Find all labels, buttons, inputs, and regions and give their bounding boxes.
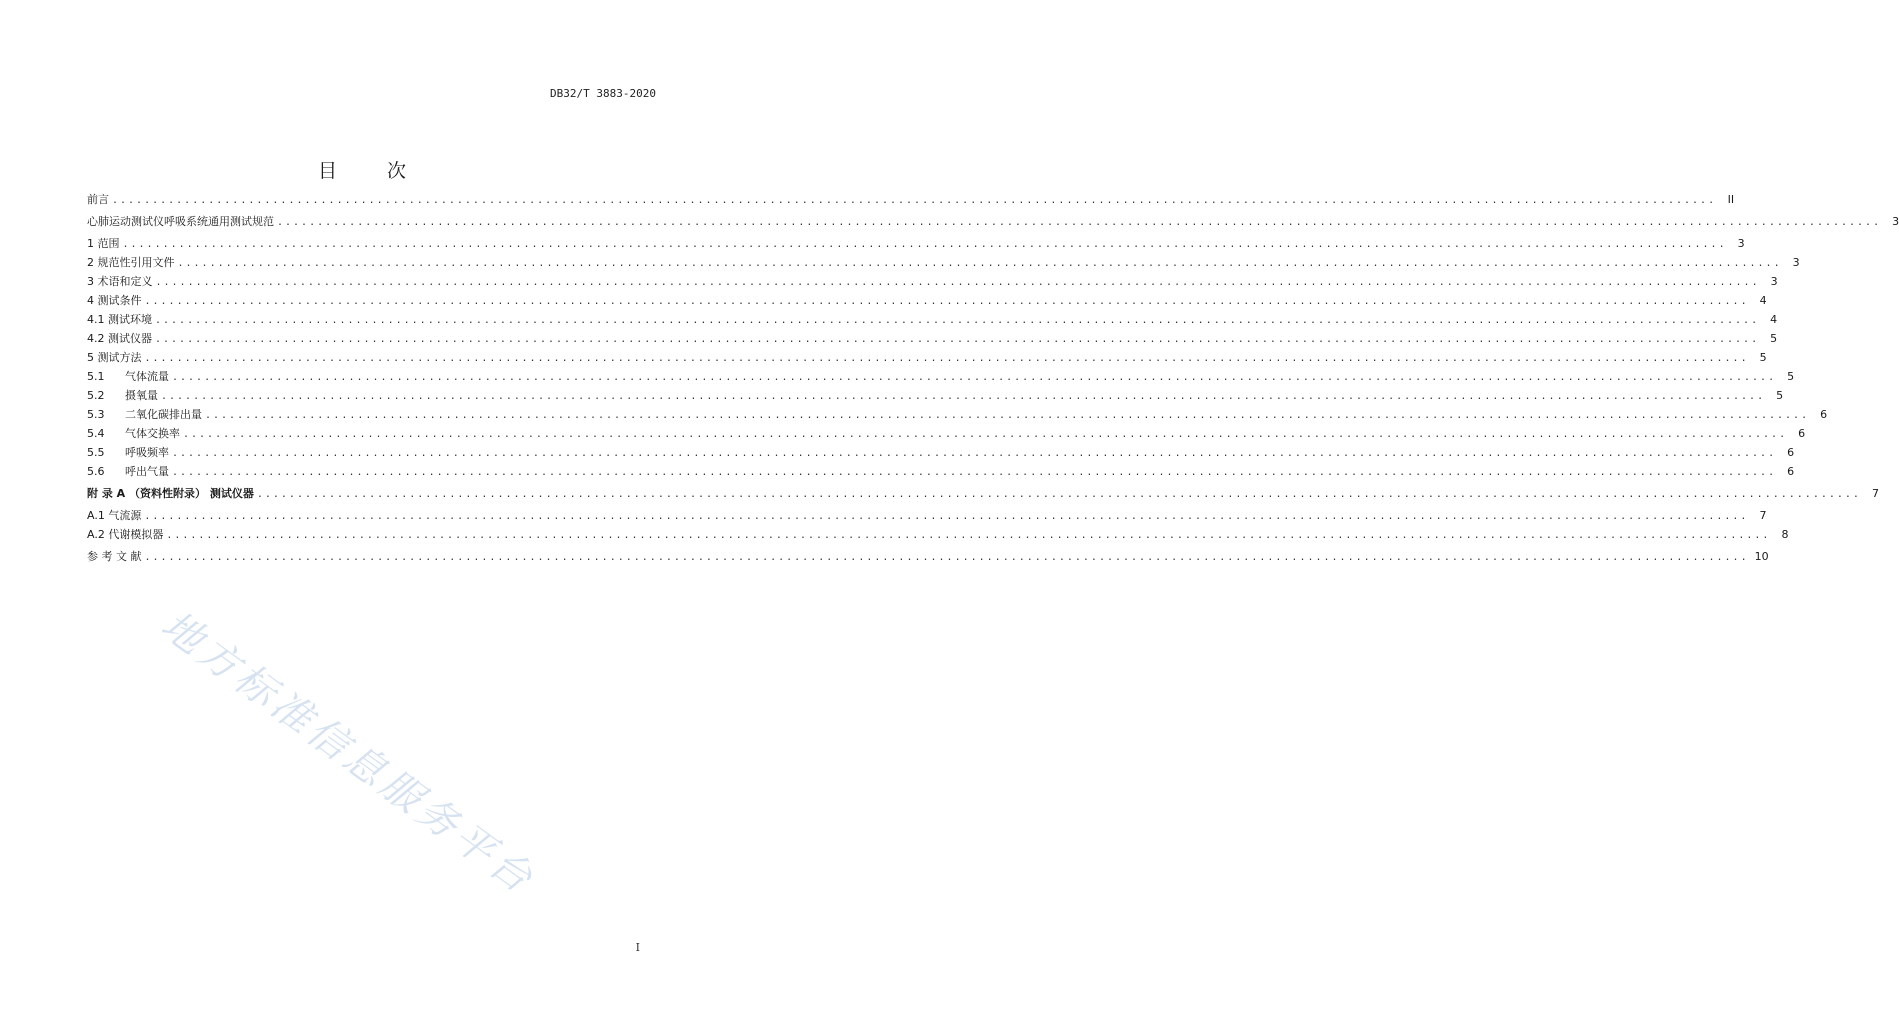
toc-item-test-instruments[interactable] [87, 329, 1778, 348]
toc-item-page: 5 [1776, 389, 1784, 402]
toc-item-main-title[interactable] [87, 212, 1899, 231]
toc-item-metabolic-simulator[interactable] [87, 525, 1789, 544]
toc-item-scope[interactable] [87, 234, 1745, 253]
watermark-text: 地方标准信息服务平台 [152, 602, 544, 904]
toc-item-number: 5.2 [87, 389, 105, 402]
toc-item-label: 规范性引用文件 [97, 256, 175, 269]
toc-item-number: 5.1 [87, 370, 105, 383]
toc-leader-dots: ........................................................................................................................................................................................................ [144, 353, 1749, 364]
toc-item-page: 6 [1787, 465, 1795, 478]
toc-item-number: 4.1 [87, 313, 105, 326]
toc-item-page: 4 [1759, 294, 1767, 307]
toc-item-page: 7 [1759, 509, 1767, 522]
toc-leader-dots: ........................................................................................................................................................................................................ [166, 530, 1771, 541]
toc-item-number: 4 [87, 294, 94, 307]
page-number: I [635, 941, 640, 954]
toc-item-expired-volume[interactable] [87, 462, 1795, 481]
toc-item-label: 气流源 [108, 509, 142, 522]
toc-item-number: A.2 [87, 528, 105, 541]
toc-leader-dots: ........................................................................................................................................................................................................ [155, 334, 1760, 345]
toc-leader-dots: ........................................................................................................................................................................................................ [172, 372, 1777, 383]
toc-item-foreword[interactable] [87, 190, 1735, 209]
toc-item-gas-flow[interactable] [87, 367, 1795, 386]
toc-item-label: 气体交换率 [125, 427, 180, 440]
toc-item-label: 参 考 文 献 [87, 547, 145, 566]
toc-item-page: 6 [1798, 427, 1806, 440]
toc-item-gas-exchange-ratio[interactable] [87, 424, 1806, 443]
toc-leader-dots: ........................................................................................................................................................................................................ [144, 296, 1749, 307]
toc-item-label: 前言 [87, 190, 112, 209]
toc-item-page: 4 [1770, 313, 1778, 326]
toc-item-label: 气体流量 [125, 370, 169, 383]
toc-leader-dots: ........................................................................................................................................................................................................ [256, 489, 1861, 500]
toc-leader-dots: ........................................................................................................................................................................................................ [122, 239, 1727, 250]
toc-item-references[interactable] [87, 547, 1769, 566]
toc-item-number: 5.5 [87, 446, 105, 459]
toc-leader-dots: ........................................................................................................................................................................................................ [172, 467, 1777, 478]
toc-item-page: 3 [1892, 215, 1899, 228]
toc-leader-dots: ........................................................................................................................................................................................................ [161, 391, 1766, 402]
toc-item-page: 10 [1754, 550, 1769, 563]
toc-item-label: 测试仪器 [108, 332, 152, 345]
toc-item-page: 3 [1770, 275, 1778, 288]
toc-item-number: 5.4 [87, 427, 105, 440]
toc-item-number: A.1 [87, 509, 105, 522]
document-code: DB32/T 3883-2020 [550, 87, 656, 100]
toc-item-label: 心肺运动测试仪呼吸系统通用测试规范 [87, 212, 277, 231]
toc-item-page: 6 [1820, 408, 1828, 421]
toc-leader-dots: ........................................................................................................................................................................................................ [205, 410, 1810, 421]
toc-item-test-environment[interactable] [87, 310, 1778, 329]
toc-item-normative-references[interactable] [87, 253, 1800, 272]
toc-item-label: 呼出气量 [125, 465, 169, 478]
toc-item-page: 5 [1770, 332, 1778, 345]
toc-item-number: 3 [87, 275, 94, 288]
toc-item-appendix-a[interactable] [87, 484, 1879, 503]
toc-leader-dots: ........................................................................................................................................................................................................ [112, 195, 1717, 206]
toc-item-number: 5 [87, 351, 94, 364]
toc-item-page: 5 [1787, 370, 1795, 383]
toc-leader-dots: ........................................................................................................................................................................................................ [144, 552, 1749, 563]
toc-item-label: 代谢模拟器 [108, 528, 164, 541]
toc-item-number: 1 [87, 237, 94, 250]
toc-item-oxygen-uptake[interactable] [87, 386, 1784, 405]
toc-leader-dots: ........................................................................................................................................................................................................ [177, 258, 1782, 269]
toc-item-page: 7 [1871, 487, 1879, 500]
toc-item-label: 范围 [97, 237, 120, 250]
toc-item-page: 8 [1781, 528, 1789, 541]
toc-leader-dots: ........................................................................................................................................................................................................ [277, 217, 1882, 228]
table-of-contents [87, 190, 1899, 566]
toc-leader-dots: ........................................................................................................................................................................................................ [172, 448, 1777, 459]
toc-item-label: 呼吸频率 [125, 446, 169, 459]
toc-item-airflow-source[interactable] [87, 506, 1767, 525]
toc-item-page: 6 [1787, 446, 1795, 459]
toc-item-co2-output[interactable] [87, 405, 1828, 424]
toc-item-label: 测试方法 [97, 351, 142, 364]
toc-item-label: 附 录 A （资料性附录） 测试仪器 [87, 484, 257, 503]
toc-item-number: 5.3 [87, 408, 105, 421]
toc-item-label: 二氧化碳排出量 [125, 408, 202, 421]
toc-leader-dots: ........................................................................................................................................................................................................ [183, 429, 1788, 440]
toc-leader-dots: ........................................................................................................................................................................................................ [155, 315, 1760, 326]
toc-item-number: 2 [87, 256, 94, 269]
toc-leader-dots: ........................................................................................................................................................................................................ [155, 277, 1760, 288]
toc-item-page: 3 [1792, 256, 1800, 269]
toc-leader-dots: ........................................................................................................................................................................................................ [144, 511, 1749, 522]
toc-item-number: 5.6 [87, 465, 105, 478]
toc-item-number: 4.2 [87, 332, 105, 345]
toc-item-page: 3 [1737, 237, 1745, 250]
toc-item-test-conditions[interactable] [87, 291, 1767, 310]
toc-item-label: 术语和定义 [97, 275, 153, 288]
toc-title: 目 次 [317, 160, 429, 182]
toc-item-page: II [1727, 193, 1735, 206]
toc-item-test-methods[interactable] [87, 348, 1767, 367]
toc-item-terms[interactable] [87, 272, 1778, 291]
toc-item-label: 摄氧量 [125, 389, 158, 402]
toc-item-respiratory-rate[interactable] [87, 443, 1795, 462]
toc-item-label: 测试环境 [108, 313, 152, 326]
toc-item-label: 测试条件 [97, 294, 142, 307]
toc-item-page: 5 [1759, 351, 1767, 364]
